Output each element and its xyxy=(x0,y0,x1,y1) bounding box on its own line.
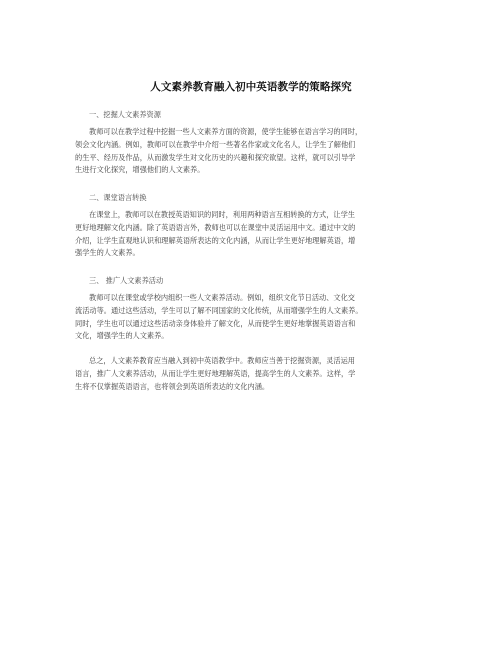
paragraph-line: 的生平、经历及作品，从而激发学生对文化历史的兴趣和探究欲望。这样，就可以引导学 xyxy=(75,152,356,162)
paragraph-line: 教师可以在课堂或学校内组织一些人文素养活动。例如，组织文化节日活动、文化交 xyxy=(89,293,355,302)
paragraph-line: 更好地理解文化内涵。除了英语语言外，教师也可以在课堂中灵活运用中文。通过中文的 xyxy=(75,222,356,232)
paragraph-line: 生将不仅掌握英语语言，也将领会到英语所表达的文化内涵。 xyxy=(75,381,270,391)
paragraph-line: 教师可以在教学过程中挖掘一些人文素养方面的资源，使学生能够在语言学习的同时， xyxy=(89,127,363,136)
paragraph-line: 语言，推广人文素养活动，从而让学生更好地理解英语，提高学生的人文素养。这样，学 xyxy=(75,368,356,378)
section-heading-2: 二、课堂语言转换 xyxy=(89,193,147,202)
conclusion-paragraph xyxy=(75,355,433,393)
paragraph-line: 介绍，让学生直观地认识和理解英语所表达的文化内涵，从而让学生更好地理解英语，增 xyxy=(75,235,356,245)
paragraph-1 xyxy=(75,126,433,177)
paragraph-line: 文化，增强学生的人文素养。 xyxy=(75,331,169,341)
paragraph-line: 生进行文化探究，增强他们的人文素养。 xyxy=(75,165,205,175)
paragraph-3 xyxy=(75,292,433,343)
paragraph-line: 同时，学生也可以通过这些活动亲身体验并了解文化，从而使学生更好地掌握英语语言和 xyxy=(75,318,356,328)
paragraph-line: 强学生的人文素养。 xyxy=(75,248,140,258)
paragraph-line: 领会文化内涵。例如，教师可以在教学中介绍一些著名作家或文化名人，让学生了解他们 xyxy=(75,139,356,149)
paragraph-line: 在课堂上，教师可以在教授英语知识的同时，利用两种语言互相转换的方式，让学生 xyxy=(89,210,355,219)
section-heading-3: 三、 推广人文素养活动 xyxy=(89,276,164,285)
page-title: 人文素养教育融入初中英语教学的策略探究 xyxy=(150,81,352,93)
paragraph-line: 流活动等。通过这些活动，学生可以了解不同国家的文化传统，从而增强学生的人文素养。 xyxy=(75,305,363,315)
paragraph-2 xyxy=(75,209,433,260)
section-heading-1: 一、挖掘人文素养资源 xyxy=(89,110,161,119)
paragraph-line: 总之，人文素养教育应当融入到初中英语教学中。教师应当善于挖掘资源，灵活运用 xyxy=(89,356,355,365)
